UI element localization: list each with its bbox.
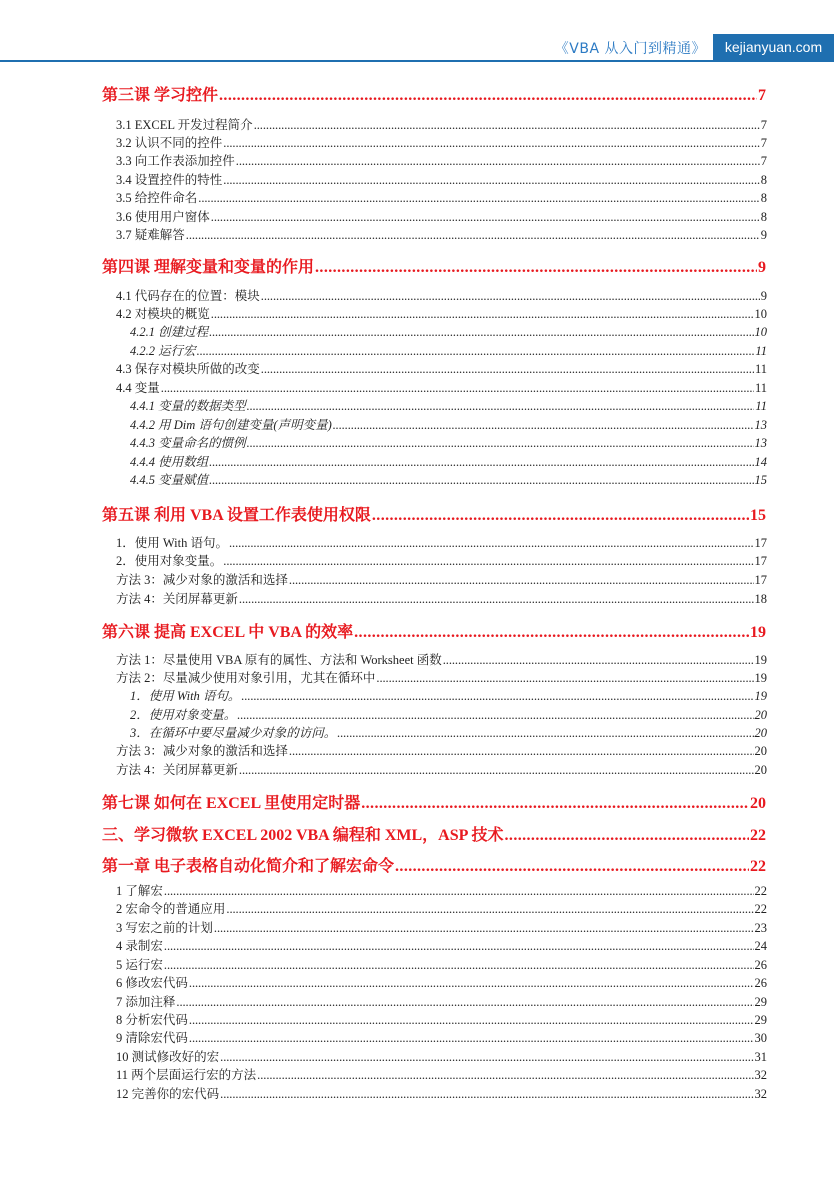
toc-entry[interactable] [0,1065,834,1083]
toc-page-number: 22 [754,884,767,898]
toc-page-number: 14 [754,455,767,469]
toc-leader-dots [209,473,753,488]
toc-entry[interactable] [0,533,834,551]
toc-entry[interactable] [0,973,834,991]
toc-entry[interactable] [0,899,834,917]
toc-entry-title: 4.2.2 运行宏 [130,344,196,358]
toc-entry-title: 10 测试修改好的宏 [116,1050,220,1064]
toc-leader-dots [261,289,760,304]
toc-entry-title: 1．使用 With 语句。 [116,536,228,550]
toc-leader-dots [505,827,749,845]
toc-entry-title: 4.2.1 创建过程 [130,325,209,339]
toc-entry-title: 4 录制宏 [116,939,163,953]
toc-leader-dots [261,362,754,377]
toc-entry-title: 4.2 对模块的概览 [116,307,210,321]
toc-leader-dots [209,455,753,470]
toc-leader-dots [354,624,749,642]
toc-page-number: 20 [754,726,767,740]
toc-entry-title: 4.4.2 用 Dim 语句创建变量(声明变量) [130,418,332,432]
toc-page-number: 19 [750,624,766,641]
toc-entry-title: 4.4.4 使用数组 [130,455,209,469]
toc-leader-dots [189,1013,754,1028]
toc-entry[interactable] [0,853,834,876]
toc-entry-title: 4.1 代码存在的位置：模块 [116,289,260,303]
toc-entry[interactable] [0,207,834,225]
toc-entry-title: 4.4 变量 [116,381,160,395]
toc-leader-dots [257,1068,753,1083]
toc-leader-dots [289,573,754,588]
toc-entry-title: 第五课 利用 VBA 设置工作表使用权限 [102,507,371,524]
toc-entry[interactable] [0,1047,834,1065]
toc-entry[interactable] [0,470,834,488]
toc-leader-dots [289,744,754,759]
toc-page-number: 7 [760,136,767,150]
toc-leader-dots [161,381,754,396]
toc-entry[interactable] [0,359,834,377]
toc-entry[interactable] [0,790,834,813]
toc-entry-title: 3.7 疑难解答 [116,228,185,242]
toc-leader-dots [361,795,749,813]
toc-leader-dots [376,671,753,686]
toc-leader-dots [236,154,760,169]
toc-leader-dots [226,902,753,917]
toc-entry-title: 3．在循环中要尽量减少对象的访问。 [130,726,337,740]
toc-page-number: 15 [754,473,767,487]
toc-entry-title: 3.5 给控件命名 [116,191,198,205]
toc-leader-dots [220,1087,753,1102]
toc-entry[interactable] [0,115,834,133]
toc-leader-dots [337,726,753,741]
toc-page-number: 20 [754,708,767,722]
toc-leader-dots [223,173,759,188]
toc-page-number: 20 [754,763,767,777]
toc-page-number: 7 [760,118,767,132]
toc-leader-dots [372,507,749,525]
toc-entry[interactable] [0,415,834,433]
toc-entry[interactable] [0,396,834,414]
toc-entry[interactable] [0,82,834,105]
toc-leader-dots [247,399,755,414]
toc-page-number: 31 [754,1050,767,1064]
toc-leader-dots [176,995,753,1010]
toc-page-number: 8 [760,210,767,224]
toc-page-number: 32 [754,1087,767,1101]
toc-entry-title: 1．使用 With 语句。 [130,689,241,703]
toc-page-number: 11 [755,344,767,358]
toc-entry[interactable] [0,378,834,396]
toc-page-number: 17 [754,536,767,550]
toc-entry-title: 6 修改宏代码 [116,976,188,990]
toc-entry[interactable] [0,188,834,206]
toc-entry-title: 12 完善你的宏代码 [116,1087,220,1101]
toc-page-number: 9 [760,289,767,303]
toc-entry[interactable] [0,918,834,936]
toc-leader-dots [220,1050,753,1065]
toc-page-number: 24 [754,939,767,953]
toc-page-number: 18 [754,592,767,606]
toc-entry-title: 第一章 电子表格自动化简介和了解宏命令 [102,858,395,875]
toc-leader-dots [443,653,754,668]
toc-leader-dots [247,436,754,451]
toc-entry[interactable] [0,822,834,845]
toc-entry-title: 4.3 保存对模块所做的改变 [116,362,260,376]
toc-entry[interactable] [0,1028,834,1046]
toc-entry[interactable] [0,452,834,470]
toc-leader-dots [211,210,760,225]
toc-page-number: 23 [754,921,767,935]
toc-entry-title: 5 运行宏 [116,958,163,972]
toc-page-number: 17 [754,554,767,568]
toc-leader-dots [186,228,760,243]
toc-page-number: 13 [754,436,767,450]
toc-page-number: 11 [754,362,767,376]
toc-page-number: 22 [750,858,766,875]
toc-leader-dots [239,592,754,607]
toc-leader-dots [254,118,760,133]
toc-page-number: 11 [754,381,767,395]
toc-entry[interactable] [0,133,834,151]
toc-entry-title: 4.4.3 变量命名的惯例 [130,436,246,450]
book-title: 《VBA 从入门到精通》 [554,41,706,57]
toc-entry[interactable] [0,304,834,322]
toc-entry-title: 方法 3：减少对象的激活和选择 [116,573,288,587]
toc-entry[interactable] [0,151,834,169]
toc-entry-title: 9 清除宏代码 [116,1031,188,1045]
toc-leader-dots [164,958,754,973]
toc-page-number: 15 [750,507,766,524]
toc-leader-dots [164,884,754,899]
toc-entry[interactable] [0,992,834,1010]
toc-leader-dots [209,325,753,340]
toc-entry-title: 8 分析宏代码 [116,1013,188,1027]
toc-page-number: 11 [755,399,767,413]
toc-page-number: 8 [760,191,767,205]
toc-entry[interactable] [0,705,834,723]
toc-page-number: 26 [754,976,767,990]
toc-page-number: 29 [754,995,767,1009]
toc-entry[interactable] [0,936,834,954]
toc-entry[interactable] [0,322,834,340]
toc-entry-title: 1 了解宏 [116,884,163,898]
toc-leader-dots [315,259,757,277]
toc-page-number: 19 [754,671,767,685]
toc-entry-title: 方法 2：尽量减少使用对象引用，尤其在循环中 [116,671,376,685]
toc-entry-title: 方法 1：尽量使用 VBA 原有的属性、方法和 Worksheet 函数 [116,653,442,667]
toc-page-number: 32 [754,1068,767,1082]
toc-entry[interactable] [0,225,834,243]
toc-entry[interactable] [0,741,834,759]
toc-entry[interactable] [0,433,834,451]
toc-entry-title: 3.3 向工作表添加控件 [116,154,235,168]
toc-entry-title: 4.4.1 变量的数据类型 [130,399,246,413]
toc-page-number: 19 [754,689,767,703]
toc-entry-title: 第七课 如何在 EXCEL 里使用定时器 [102,795,361,812]
toc-page-number: 17 [754,573,767,587]
toc-page-number: 22 [754,902,767,916]
toc-leader-dots [198,191,759,206]
toc-page-number: 10 [754,325,767,339]
toc-leader-dots [239,763,754,778]
toc-entry-title: 3.2 认识不同的控件 [116,136,223,150]
toc-entry-title: 3.4 设置控件的特性 [116,173,223,187]
toc-page-number: 10 [754,307,767,321]
toc-page-number: 20 [754,744,767,758]
toc-page-number: 20 [750,795,766,812]
toc-entry[interactable] [0,881,834,899]
toc-page-number: 13 [754,418,767,432]
toc-leader-dots [241,689,753,704]
toc-entry-title: 3.1 EXCEL 开发过程简介 [116,118,253,132]
toc-leader-dots [164,939,754,954]
toc-entry[interactable] [0,254,834,277]
toc-entry-title: 2．使用对象变量。 [116,554,223,568]
toc-leader-dots [333,418,754,433]
toc-entry-title: 2．使用对象变量。 [130,708,237,722]
toc-page-number: 26 [754,958,767,972]
toc-leader-dots [211,307,754,322]
toc-entry-title: 方法 4：关闭屏幕更新 [116,592,238,606]
toc-leader-dots [214,921,754,936]
toc-entry-title: 三、学习微软 EXCEL 2002 VBA 编程和 XML，ASP 技术 [102,827,504,844]
toc-page-number: 30 [754,1031,767,1045]
toc-entry-title: 方法 3：减少对象的激活和选择 [116,744,288,758]
toc-leader-dots [223,554,753,569]
toc-page-number: 29 [754,1013,767,1027]
toc-page-number: 9 [760,228,767,242]
toc-entry-title: 7 添加注释 [116,995,176,1009]
toc-page-number: 22 [750,827,766,844]
toc-entry-title: 第四课 理解变量和变量的作用 [102,259,315,276]
toc-entry-title: 第六课 提高 EXCEL 中 VBA 的效率 [102,624,354,641]
toc-entry[interactable] [0,723,834,741]
toc-entry[interactable] [0,170,834,188]
site-badge[interactable]: kejianyuan.com [713,34,834,60]
toc-leader-dots [189,1031,754,1046]
toc-entry-title: 4.4.5 变量赋值 [130,473,209,487]
toc-page-number: 19 [754,653,767,667]
toc-entry[interactable] [0,668,834,686]
toc-leader-dots [189,976,754,991]
toc-page-number: 9 [758,259,766,276]
toc-entry-title: 3.6 使用用户窗体 [116,210,210,224]
toc-entry-title: 11 两个层面运行宏的方法 [116,1068,257,1082]
toc-entry-title: 第三课 学习控件 [102,87,219,104]
toc-entry-title: 2 宏命令的普通应用 [116,902,226,916]
toc-leader-dots [229,536,754,551]
toc-entry[interactable] [0,570,834,588]
toc-entry[interactable] [0,619,834,642]
toc-entry[interactable] [0,551,834,569]
toc-page-number: 7 [758,87,766,104]
toc-leader-dots [395,858,749,876]
toc-page-number: 7 [760,154,767,168]
toc-leader-dots [219,87,757,105]
toc-entry[interactable] [0,760,834,778]
toc-entry[interactable] [0,1084,834,1102]
toc-leader-dots [197,344,755,359]
toc-entry[interactable] [0,955,834,973]
toc-entry[interactable] [0,341,834,359]
toc-entry-title: 3 写宏之前的计划 [116,921,213,935]
toc-entry-title: 方法 4：关闭屏幕更新 [116,763,238,777]
toc-entry[interactable] [0,1010,834,1028]
header-divider [0,60,834,62]
toc-entry[interactable] [0,286,834,304]
toc-entry[interactable] [0,650,834,668]
toc-page-number: 8 [760,173,767,187]
toc-leader-dots [223,136,759,151]
toc-entry[interactable] [0,589,834,607]
toc-entry[interactable] [0,686,834,704]
toc-leader-dots [237,708,753,723]
toc-entry[interactable] [0,502,834,525]
